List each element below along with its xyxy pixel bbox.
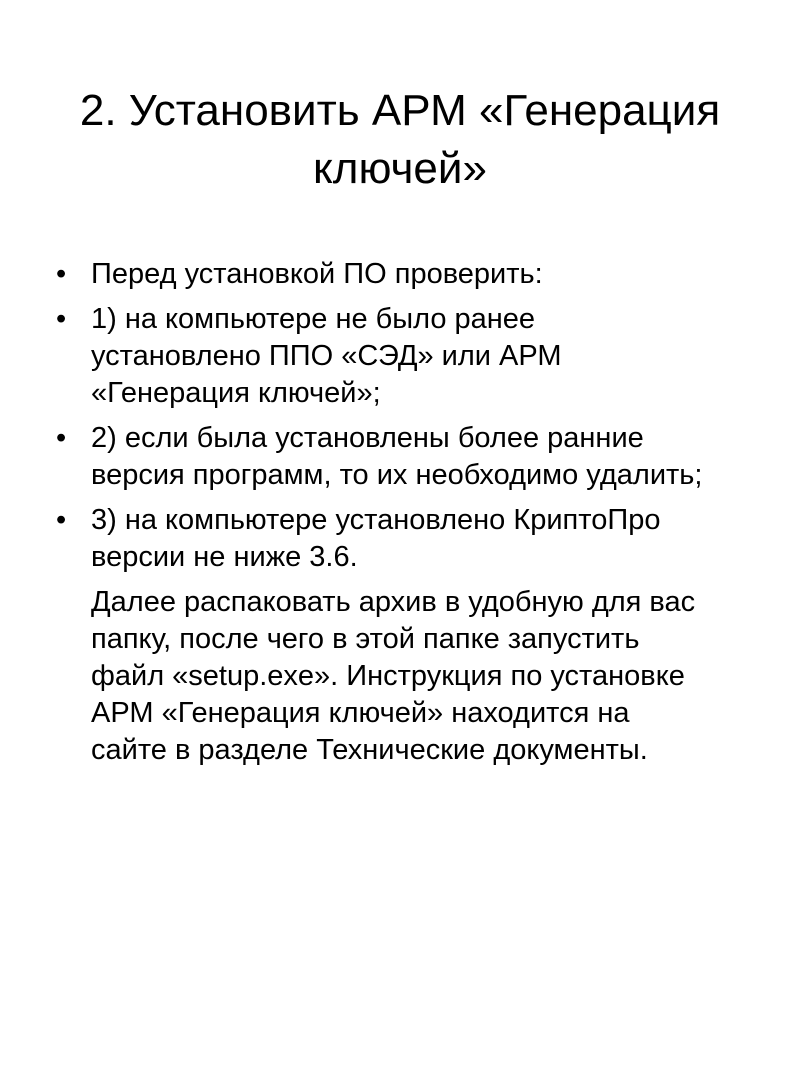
bullet-text bbox=[91, 256, 776, 293]
paragraph-line: АРМ «Генерация ключей» находится на bbox=[91, 697, 630, 729]
bullet-text bbox=[91, 420, 776, 494]
bullet-dot-icon: • bbox=[56, 258, 67, 290]
bullet-line: установлено ППО «СЭД» или АРМ bbox=[91, 340, 562, 372]
slide-title bbox=[40, 82, 760, 198]
bullet-item bbox=[56, 256, 776, 293]
bullet-line: версии не ниже 3.6. bbox=[91, 541, 358, 573]
bullet-line: 3) на компьютере установлено КриптоПро bbox=[91, 504, 661, 536]
bullet-line: 1) на компьютере не было ранее bbox=[91, 303, 536, 335]
bullet-line: Перед установкой ПО проверить: bbox=[91, 258, 543, 290]
bullet-text bbox=[91, 502, 776, 576]
bullet-item bbox=[56, 420, 776, 494]
paragraph-line: сайте в разделе Технические документы. bbox=[91, 734, 648, 766]
bullet-line: версия программ, то их необходимо удалить; bbox=[91, 459, 703, 491]
bullet-list bbox=[56, 256, 776, 576]
paragraph-line: папку, после чего в этой папке запустить bbox=[91, 623, 640, 655]
title-line: 2. Установить АРМ «Генерация bbox=[79, 86, 721, 135]
bullet-line: 2) если была установлены более ранние bbox=[91, 422, 644, 454]
bullet-dot-icon: • bbox=[56, 504, 67, 536]
instruction-paragraph bbox=[56, 584, 776, 769]
bullet-dot-icon: • bbox=[56, 422, 67, 454]
bullet-line: «Генерация ключей»; bbox=[91, 377, 381, 409]
bullet-dot-icon: • bbox=[56, 303, 67, 335]
title-line: ключей» bbox=[313, 144, 487, 193]
bullet-item bbox=[56, 502, 776, 576]
slide-body bbox=[56, 256, 776, 769]
bullet-item bbox=[56, 301, 776, 412]
paragraph-line: Далее распаковать архив в удобную для вас bbox=[91, 586, 696, 618]
paragraph-line: файл «setup.exe». Инструкция по установке bbox=[91, 660, 685, 692]
bullet-text bbox=[91, 301, 776, 412]
